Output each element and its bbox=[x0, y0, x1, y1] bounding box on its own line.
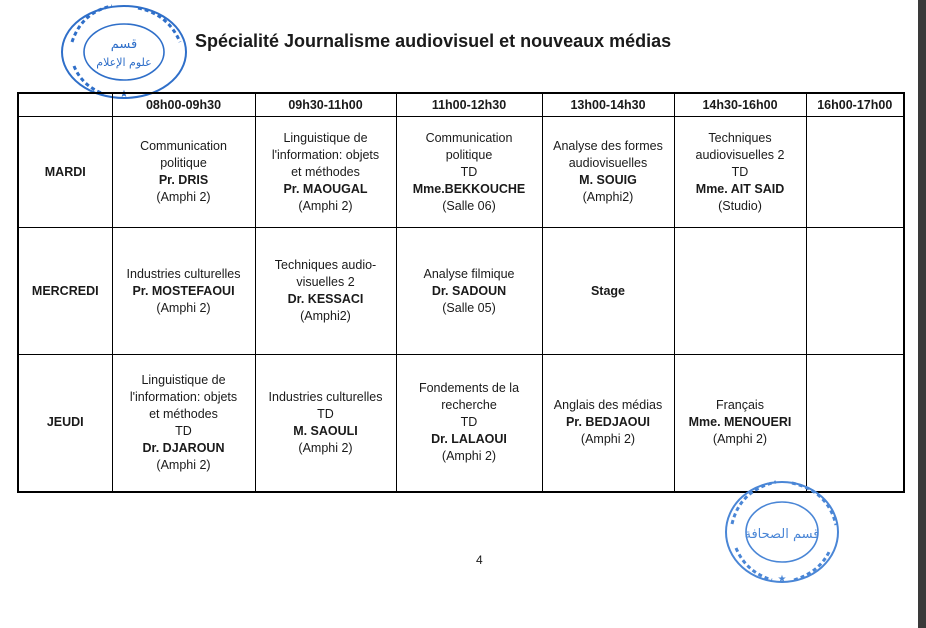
course-line: Communication bbox=[140, 139, 227, 154]
course-line: (Salle 06) bbox=[442, 198, 496, 213]
course-line: Techniques audio- bbox=[274, 258, 377, 273]
bottom-stamp-seal bbox=[722, 478, 842, 586]
course-line: Français bbox=[716, 398, 764, 413]
instructor-name: Stage bbox=[590, 283, 626, 298]
course-line: et méthodes bbox=[149, 406, 218, 421]
window-edge bbox=[918, 0, 926, 628]
time-slot-header: 11h00-12h30 bbox=[396, 93, 542, 117]
course-line: visuelles 2 bbox=[296, 275, 355, 290]
course-line: TD bbox=[731, 164, 749, 179]
course-line: TD bbox=[460, 415, 478, 430]
course-line: TD bbox=[317, 406, 334, 421]
course-line: l'information: objets bbox=[271, 147, 380, 162]
instructor-name: Mme. MENOUERI bbox=[688, 415, 792, 430]
timetable bbox=[17, 92, 905, 493]
course-line: (Amphi 2) bbox=[156, 300, 211, 315]
instructor-name: Pr. MAOUGAL bbox=[283, 181, 368, 196]
day-row-mercredi bbox=[18, 228, 904, 355]
instructor-name: M. SOUIG bbox=[579, 173, 637, 188]
course-cell bbox=[255, 117, 396, 228]
course-cell bbox=[255, 354, 396, 492]
day-label: JEUDI bbox=[18, 354, 112, 492]
empty-cell bbox=[806, 228, 904, 355]
instructor-name: Dr. KESSACI bbox=[287, 292, 364, 307]
bottom-stamp-line-1: قسم الصحافة bbox=[744, 527, 820, 542]
instructor-name: Dr. LALAOUI bbox=[431, 432, 507, 447]
course-cell bbox=[396, 354, 542, 492]
course-cell bbox=[396, 117, 542, 228]
course-cell bbox=[542, 117, 674, 228]
page-number: 4 bbox=[476, 553, 483, 567]
course-line: Communication bbox=[425, 130, 513, 145]
time-slot-header: 16h00-17h00 bbox=[806, 93, 904, 117]
course-line: (Amphi 2) bbox=[298, 440, 353, 455]
instructor-name: Mme.BEKKOUCHE bbox=[412, 181, 526, 196]
course-line: (Amphi 2) bbox=[580, 432, 636, 447]
time-slot-header: 13h00-14h30 bbox=[542, 93, 674, 117]
course-line: audiovisuelles 2 bbox=[695, 147, 785, 162]
empty-cell bbox=[806, 117, 904, 228]
course-line: (Amphi 2) bbox=[298, 198, 353, 213]
course-line: (Salle 05) bbox=[442, 300, 496, 315]
course-cell bbox=[674, 354, 806, 492]
course-line: recherche bbox=[441, 398, 497, 413]
course-cell bbox=[542, 354, 674, 492]
course-line: l'information: objets bbox=[129, 389, 238, 404]
course-line: Analyse des formes bbox=[553, 139, 663, 154]
course-line: (Amphi 2) bbox=[156, 190, 211, 205]
course-line: (Amphi 2) bbox=[712, 432, 768, 447]
course-line: Techniques bbox=[708, 130, 772, 145]
course-line: Analyse filmique bbox=[423, 266, 515, 281]
course-line: (Amphi2) bbox=[582, 190, 634, 205]
course-line: Linguistique de bbox=[283, 130, 368, 145]
day-row-jeudi bbox=[18, 354, 904, 492]
day-label: MERCREDI bbox=[18, 228, 112, 355]
course-line: politique bbox=[445, 147, 493, 162]
course-line: (Amphi2) bbox=[300, 309, 351, 324]
empty-cell bbox=[806, 354, 904, 492]
day-label: MARDI bbox=[18, 117, 112, 228]
course-line: Anglais des médias bbox=[553, 398, 663, 413]
course-cell bbox=[112, 117, 255, 228]
course-line: (Studio) bbox=[718, 198, 762, 213]
course-line: Industries culturelles bbox=[126, 266, 241, 281]
page-title: Spécialité Journalisme audiovisuel et nouveaux médias bbox=[195, 31, 672, 51]
course-cell bbox=[542, 228, 674, 355]
course-line: audiovisuelles bbox=[568, 156, 648, 171]
instructor-name: Dr. SADOUN bbox=[431, 283, 507, 298]
svg-text:★: ★ bbox=[777, 574, 787, 585]
time-slot-header: 08h00-09h30 bbox=[112, 93, 255, 117]
top-stamp-seal bbox=[58, 2, 190, 102]
course-cell bbox=[674, 117, 806, 228]
instructor-name: Dr. DJAROUN bbox=[142, 440, 225, 455]
course-line: TD bbox=[175, 423, 192, 438]
instructor-name: M. SAOULI bbox=[293, 423, 358, 438]
instructor-name: Mme. AIT SAID bbox=[695, 181, 785, 196]
time-slot-header: 09h30-11h00 bbox=[255, 93, 396, 117]
svg-text:★: ★ bbox=[119, 89, 129, 100]
instructor-name: Pr. MOSTEFAOUI bbox=[132, 283, 235, 298]
course-line: et méthodes bbox=[291, 164, 360, 179]
day-row-mardi bbox=[18, 117, 904, 228]
course-cell bbox=[112, 354, 255, 492]
course-line: politique bbox=[160, 156, 207, 171]
empty-cell bbox=[674, 228, 806, 355]
course-cell bbox=[396, 228, 542, 355]
top-stamp-line-2: علوم الإعلام bbox=[96, 56, 152, 69]
header-corner bbox=[18, 93, 112, 117]
course-line: (Amphi 2) bbox=[441, 449, 497, 464]
course-line: Industries culturelles bbox=[268, 389, 383, 404]
course-line: Linguistique de bbox=[141, 372, 226, 387]
course-cell bbox=[112, 228, 255, 355]
time-slot-header: 14h30-16h00 bbox=[674, 93, 806, 117]
header-row bbox=[18, 93, 904, 117]
course-line: (Amphi 2) bbox=[156, 457, 211, 472]
instructor-name: Pr. DRIS bbox=[158, 173, 209, 188]
top-stamp-line-1: قسم bbox=[110, 37, 138, 52]
course-line: Fondements de la bbox=[418, 381, 520, 396]
instructor-name: Pr. BEDJAOUI bbox=[565, 415, 651, 430]
course-cell bbox=[255, 228, 396, 355]
course-line: TD bbox=[460, 164, 478, 179]
